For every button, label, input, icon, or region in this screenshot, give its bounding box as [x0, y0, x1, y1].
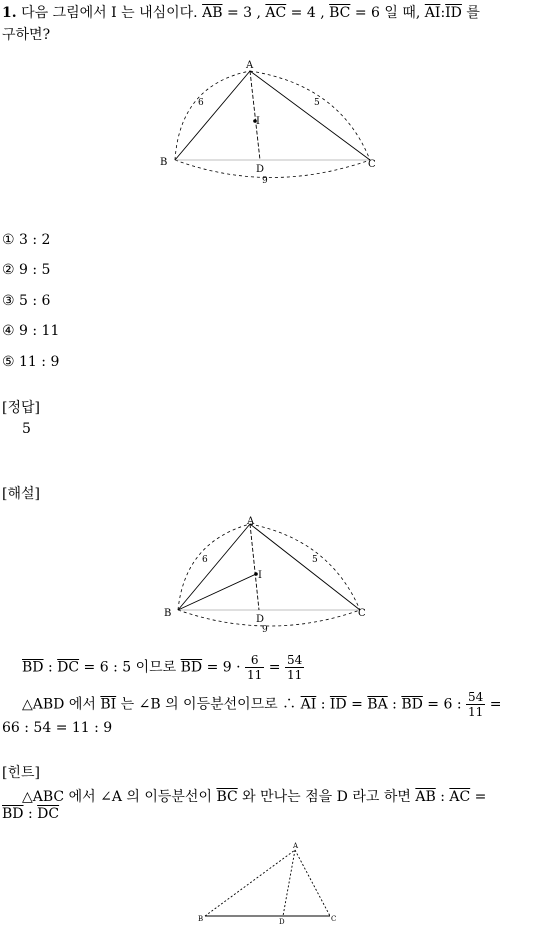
explanation-line-1 — [22, 653, 304, 682]
hint-heading: [힌트] — [2, 765, 40, 781]
value-bc: = 6 일 때, — [354, 5, 421, 21]
fig2-label-i: I — [258, 570, 262, 581]
question-particle: 를 — [466, 5, 480, 21]
fig2-label-b: B — [164, 608, 172, 619]
question-ask: 구하면? — [2, 27, 51, 43]
exp-colon-1: : — [47, 659, 53, 676]
exp2-colon-2: : — [392, 696, 397, 713]
question-number: 1. — [2, 5, 17, 21]
choice-3[interactable] — [2, 293, 50, 309]
fig1-label-c: C — [368, 159, 376, 170]
exp2-equals-1: = — [351, 696, 363, 713]
choice-1[interactable] — [2, 232, 50, 248]
fig1-length-ab: 6 — [198, 98, 204, 108]
explanation-line-3: 66 : 54 = 11 : 9 — [2, 720, 113, 736]
segment-ai: $\overline{AI}$ — [424, 5, 441, 21]
fraction-54-11: $\frac{54}{11}$ — [286, 653, 303, 682]
question-stem: 다음 그림에서 I 는 내심이다. — [21, 5, 198, 21]
answer-value: 5 — [22, 421, 31, 437]
choice-text-3: 5 : 6 — [19, 293, 51, 309]
figure-triangle-1 — [150, 55, 390, 190]
exp2-equals-2: = — [489, 696, 502, 713]
choice-text-1: 3 : 2 — [19, 232, 51, 248]
explanation-heading: [해설] — [2, 486, 40, 502]
fig3-label-d: D — [279, 918, 285, 926]
fig3-label-b: B — [198, 915, 204, 923]
exp2-seg-bd: $\overline{BD}$ — [401, 696, 423, 713]
exp-seg-bd-2: $\overline{BD}$ — [180, 659, 203, 676]
fig2-label-c: C — [358, 608, 366, 619]
exp-equals: = — [268, 659, 281, 676]
fig2-length-ab: 6 — [202, 555, 208, 565]
fig1-label-a: A — [246, 60, 254, 71]
choice-mark-2: ② — [2, 262, 15, 278]
fig2-length-ac: 5 — [312, 555, 318, 565]
choice-mark-4: ④ — [2, 323, 15, 339]
hint-seg-ab: $\overline{AB}$ — [415, 789, 436, 805]
explanation-line-2 — [22, 690, 532, 719]
fig1-label-b: B — [160, 157, 168, 168]
choice-text-4: 9 : 11 — [19, 323, 60, 339]
fig1-label-d: D — [256, 164, 265, 175]
fraction-54-11-b: $\frac{54}{11}$ — [468, 690, 484, 719]
hint-seg-bc: $\overline{BC}$ — [216, 789, 238, 805]
exp2-seg-bi: $\overline{BI}$ — [100, 696, 117, 713]
hint-line-2 — [2, 806, 59, 822]
segment-bc: $\overline{BC}$ — [329, 5, 351, 21]
answer-heading: [정답] — [2, 400, 40, 416]
fraction-6-11: $\frac{6}{11}$ — [247, 653, 263, 682]
exp-ratio-text: = 6 : 5 이므로 — [83, 659, 177, 676]
exp2-seg-ba: $\overline{BA}$ — [367, 696, 388, 713]
choice-text-2: 9 : 5 — [19, 262, 51, 278]
fig3-label-a: A — [293, 842, 299, 850]
choice-2[interactable] — [2, 262, 50, 278]
value-ac: = 4 , — [290, 5, 325, 21]
hint-colon-2: : — [27, 806, 33, 822]
fig3-label-c: C — [331, 915, 337, 923]
ratio-colon: : — [440, 5, 446, 21]
exp2-six: = 6 : — [427, 696, 462, 713]
fig1-length-ac: 5 — [314, 98, 320, 108]
value-ab: = 3 , — [226, 5, 261, 21]
hint-colon-1: : — [440, 789, 445, 805]
exp2-colon-1: : — [320, 696, 326, 713]
choice-4[interactable] — [2, 323, 59, 339]
choice-5[interactable] — [2, 354, 59, 370]
fig2-label-d: D — [256, 614, 265, 625]
hint-intro: △ABC 에서 ∠A 의 이등분선이 — [22, 789, 212, 805]
hint-meet-text: 와 만나는 점을 D 라고 하면 — [242, 789, 411, 805]
choice-mark-1: ① — [2, 232, 15, 248]
question-text — [2, 2, 532, 46]
segment-id: $\overline{ID}$ — [445, 5, 462, 21]
figure-triangle-2 — [160, 512, 380, 637]
hint-seg-ac: $\overline{AC}$ — [449, 789, 471, 805]
fig1-label-i: I — [256, 116, 260, 127]
choice-mark-5: ⑤ — [2, 354, 15, 370]
fig2-label-a: A — [247, 516, 255, 527]
segment-ab: $\overline{AB}$ — [202, 5, 223, 21]
exp-mult-text: = 9 · — [206, 659, 241, 676]
segment-ac: $\overline{AC}$ — [265, 5, 287, 21]
exp-seg-dc: $\overline{DC}$ — [57, 659, 80, 676]
hint-line-1 — [22, 786, 532, 806]
figure-triangle-3 — [195, 838, 345, 926]
exp2-bisector-text: 는 ∠B 의 이등분선이므로 ∴ — [120, 696, 297, 713]
fig1-length-bc: 9 — [262, 176, 268, 186]
exp2-intro: △ABD 에서 — [22, 696, 96, 713]
fig2-length-bc: 9 — [262, 625, 268, 635]
choice-text-5: 11 : 9 — [19, 354, 60, 370]
exp2-seg-id: $\overline{ID}$ — [329, 696, 347, 713]
exp-seg-bd: $\overline{BD}$ — [22, 659, 44, 676]
hint-seg-bd: $\overline{BD}$ — [2, 806, 24, 822]
hint-seg-dc: $\overline{DC}$ — [37, 806, 60, 822]
hint-equals: = — [474, 789, 487, 805]
exp2-seg-ai: $\overline{AI}$ — [300, 696, 317, 713]
choice-mark-3: ③ — [2, 293, 15, 309]
